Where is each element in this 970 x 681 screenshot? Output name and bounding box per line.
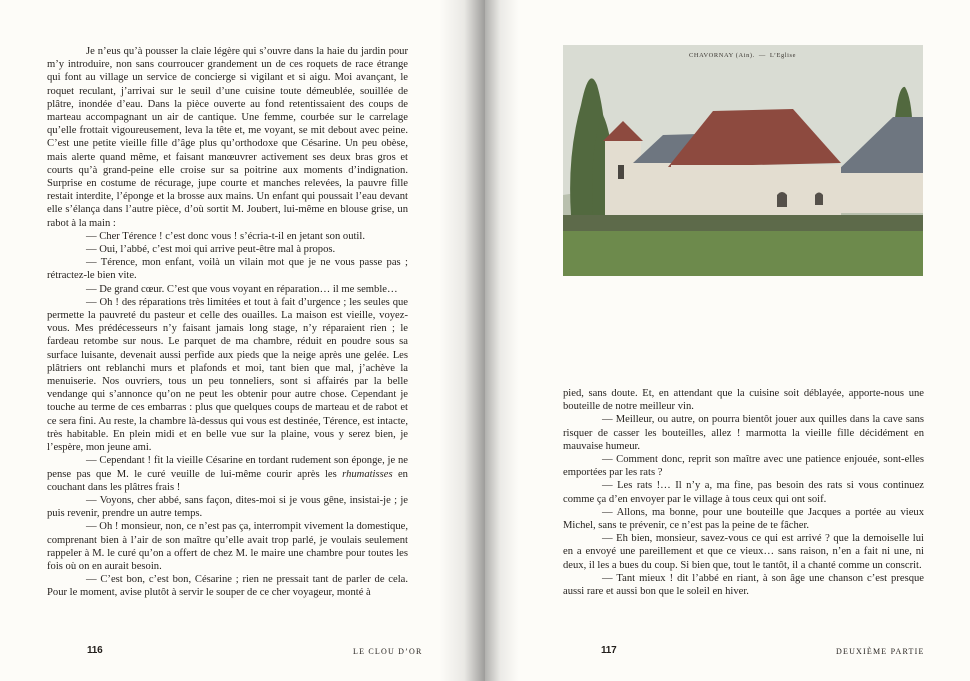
paragraph: — Oh ! monsieur, non, ce n’est pas ça, interrompit vivement la domestique, comprenant bien à l’air de son maître qu’elle avait trop parlé, je voulais seulement rappeler à M. le curé qu’on a offert de chez M. le maire une chambre pour toutes les fois où on en aurait besoin.: [47, 521, 408, 572]
paragraph-text: — Cependant ! fit la vieille Césarine en tordant rudement son éponge, je ne pense pas que M. le curé veuille de lui-même courir après les: [47, 455, 408, 480]
running-head: LE CLOU D’OR: [353, 647, 423, 656]
right-page: [485, 0, 970, 681]
paragraph: — De grand cœur. C’est que vous voyant en réparation… il me semble…: [86, 283, 398, 295]
church-window: [777, 192, 787, 207]
paragraph: — Allons, ma bonne, pour une bouteille que Jacques a portée au vieux Michel, sans te prévenir, ce n’est pas la peine de te fâcher.: [563, 506, 924, 532]
church-illustration: [563, 45, 923, 276]
paragraph: — Voyons, cher abbé, sans façon, dites-moi si je vous gêne, insistai-je ; je puis revenir, prendre un autre temps.: [47, 494, 408, 520]
italic-word: rhumatisses: [342, 468, 393, 480]
paragraph: — Oui, l’abbé, c’est moi qui arrive peut-être mal à propos.: [86, 244, 336, 256]
paragraph: — Cher Térence ! c’est donc vous ! s’écria-t-il en jetant son outil.: [86, 230, 365, 242]
left-text-block: [47, 45, 408, 600]
paragraph-text: en couchant dans les plâtres frais !: [47, 468, 408, 493]
right-wall: [838, 173, 923, 213]
caption-subject: L’Eglise: [769, 52, 797, 59]
paragraph: [47, 454, 408, 494]
page-number: 117: [601, 645, 617, 656]
church-photo: [563, 45, 923, 276]
page-number: 116: [87, 645, 103, 656]
caption-separator: —: [758, 52, 766, 59]
right-text-block: [563, 387, 924, 598]
paragraph: — Meilleur, ou autre, on pourra bientôt jouer aux quilles dans la cave sans risquer de casser les bouteilles, allez ! marmotta la vieille fille décidément en mauvaise humeur.: [563, 414, 924, 452]
paragraph: — Comment donc, reprit son maître avec une patience enjouée, sont-elles emportées par les rats ?: [563, 454, 924, 479]
paragraph: — Oh ! des réparations très limitées et tout à fait d’urgence ; les seules que permette la pauvreté du pasteur et celle des ouailles. La maison est vieille, voyez-vous. Mes prédécesseurs n’y faisant jamais long stage, n’y réparaient rien ; le fardeau retombe sur nous. Le parquet de ma chambre, réduit en poudre sous sa surface luisante, devenait aussi perfide aux pieds que la neige après une gelée. Les plâtriers ont reblanchi murs et plafonds et moi, tant bien que mal, j’achève la menuiserie. Nos ouvriers, tous un peu tonneliers, sont si affairés par la belle vendange qui s’annonce qu’on ne peut les obtenir pour autre chose. Cependant je touche au terme de ces embarras : plus que quelques coups de marteau et de rabot et ce sera fini. Au reste, la chambre là-dessus qui vous est destinée, Térence, est intacte, très habitable. En plein midi et en belle vue sur la plaine, vous y serez bien, je l’espère, mon jeune ami.: [47, 296, 408, 454]
paragraph: — Les rats !… Il n’y a, ma fine, pas besoin des rats si vous continuez comme ça d’en envoyer par le village à tous ceux qui ont soif.: [563, 480, 924, 505]
church-window: [815, 193, 823, 206]
paragraph: pied, sans doute. Et, en attendant que la cuisine soit déblayée, apporte-nous une bouteille de notre meilleur vin.: [563, 388, 924, 413]
grass: [563, 231, 923, 276]
caption-place: CHAVORNAY (Ain).: [689, 52, 755, 59]
photo-caption: [689, 52, 796, 59]
paragraph: — Tant mieux ! dit l’abbé en riant, à son âge une chanson c’est presque aussi rare et aussi bon que le soleil en hiver.: [563, 572, 924, 598]
paragraph: — Eh bien, monsieur, savez-vous ce qui est arrivé ? que la demoiselle lui en a envoyé une pareillement et que ce vieux… sans raison, n’en a fait ni une, ni deux, il les a bues du coup. Si bien que, tout le tantôt, il a chanté comme un conscrit.: [563, 533, 924, 571]
paragraph: — Térence, mon enfant, voilà un vilain mot que je ne vous passe pas ; rétractez-le bien vite.: [47, 257, 408, 282]
paragraph: Je n’eus qu’à pousser la claie légère qui s’ouvre dans la haie du jardin pour m’y introduire, non sans courroucer grandement un de ces roquets de race étrange qui font au village un service de concierge si vigilant et si aigu. Moi avançant, le roquet reculant, j’arrivai sur le seuil d’une cuisine toute démeublée, souillée de plâtre, inondée d’eau. Dans la pièce ouverte au fond retentissaient des coups de marteau accompagnant un air de cantique. Une femme, courbée sur le carrelage qu’elle frottait vigoureusement, leva la tête et, me voyant, se mit debout avec peine. C’est une petite vieille fille d’âge plus qu’orthodoxe que Césarine. Un peu obèse, mais alerte quand même, et faisant manœuvrer activement ses deux bras gros et courts qu’à grand-peine elle croise sur sa poitrine aux moments d’indignation. Surprise en costume de récurage, jupe courte et manches relevées, la pauvre fille restait interdite, l’éponge et la brosse aux mains. Un enfant qui poussait l’eau devant elle s’élança dans l’autre pièce, d’où sortit M. Joubert, lui-même en blouse grise, un rabot à la main :: [47, 46, 408, 229]
gutter-shadow: [485, 0, 519, 681]
tower-window: [618, 165, 624, 179]
paragraph: — C’est bon, c’est bon, Césarine ; rien ne pressait tant de parler de cela. Pour le moment, avise plutôt à servir le souper de ce cher voyageur, monté à: [47, 574, 408, 599]
running-head: DEUXIÈME PARTIE: [836, 647, 925, 656]
gutter-shadow: [439, 0, 485, 681]
